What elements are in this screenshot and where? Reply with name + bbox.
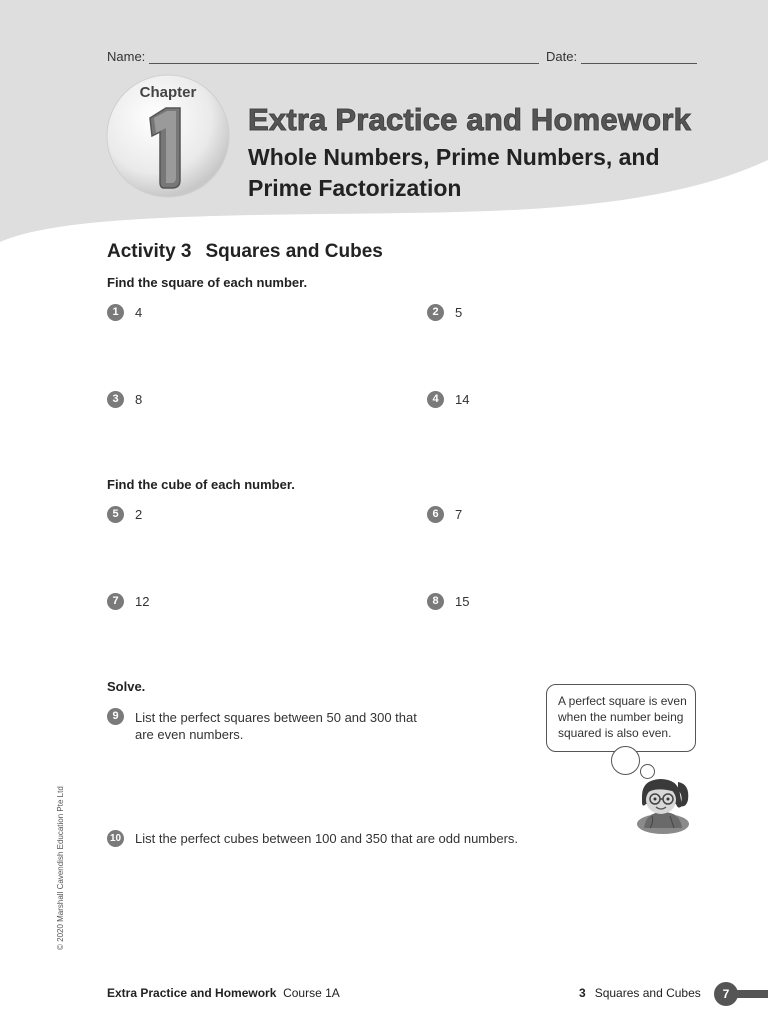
page-subtitle [248,142,718,204]
page-number-tab [714,982,768,1006]
question-text: 8 [135,392,143,407]
question-number-badge: 5 [107,506,124,523]
subtitle-line-1: Whole Numbers, Prime Numbers, and [248,144,660,170]
thought-circle-large [611,746,640,775]
page-number: 7 [714,982,738,1006]
footer-section-info [579,986,701,1000]
footer-book-title: Extra Practice and Homework [107,986,277,1000]
question-number-badge: 4 [427,391,444,408]
question-text: 2 [135,507,143,522]
question-number-badge: 2 [427,304,444,321]
question-number-badge: 3 [107,391,124,408]
activity-heading [107,241,383,263]
question-number-badge: 9 [107,708,124,725]
page-title: Extra Practice and Homework [248,102,692,137]
question-text: List the perfect cubes between 100 and 350 that are odd numbers. [135,831,519,846]
solve-instruction: Solve. [107,679,146,694]
activity-label: Activity 3 [107,241,192,262]
footer-section-number: 3 [579,986,586,1000]
date-label: Date: [546,49,578,64]
question-text: 5 [455,305,463,320]
name-field[interactable] [149,63,539,64]
name-label: Name: [107,49,146,64]
question-text: List the perfect squares between 50 and 300 that are even numbers. [135,710,417,742]
cubes-instruction: Find the cube of each number. [107,477,295,492]
question-text: 15 [455,594,470,609]
footer-book-info [107,986,340,1000]
question-text: 14 [455,392,470,407]
date-field[interactable] [581,63,697,64]
footer-course: Course 1A [283,986,340,1000]
footer-section-title: Squares and Cubes [594,986,701,1000]
question-number-badge: 10 [107,830,124,847]
hint-bubble: A perfect square is even when the number being squared is also even. [546,684,696,752]
question-text: 7 [455,507,463,522]
question-number-badge: 7 [107,593,124,610]
copyright-notice: © 2020 Marshall Cavendish Education Pte Ltd [56,786,65,950]
question-number-badge: 1 [107,304,124,321]
question-number-badge: 8 [427,593,444,610]
girl-character-illustration [630,776,696,834]
squares-instruction: Find the square of each number. [107,275,308,290]
question-text: 4 [135,305,143,320]
name-date-row [107,49,697,69]
chapter-badge [104,70,234,200]
question-number-badge: 6 [427,506,444,523]
chapter-label: Chapter [139,84,197,101]
question-text: 12 [135,594,150,609]
activity-title: Squares and Cubes [205,241,383,262]
subtitle-line-2: Prime Factorization [248,175,462,201]
